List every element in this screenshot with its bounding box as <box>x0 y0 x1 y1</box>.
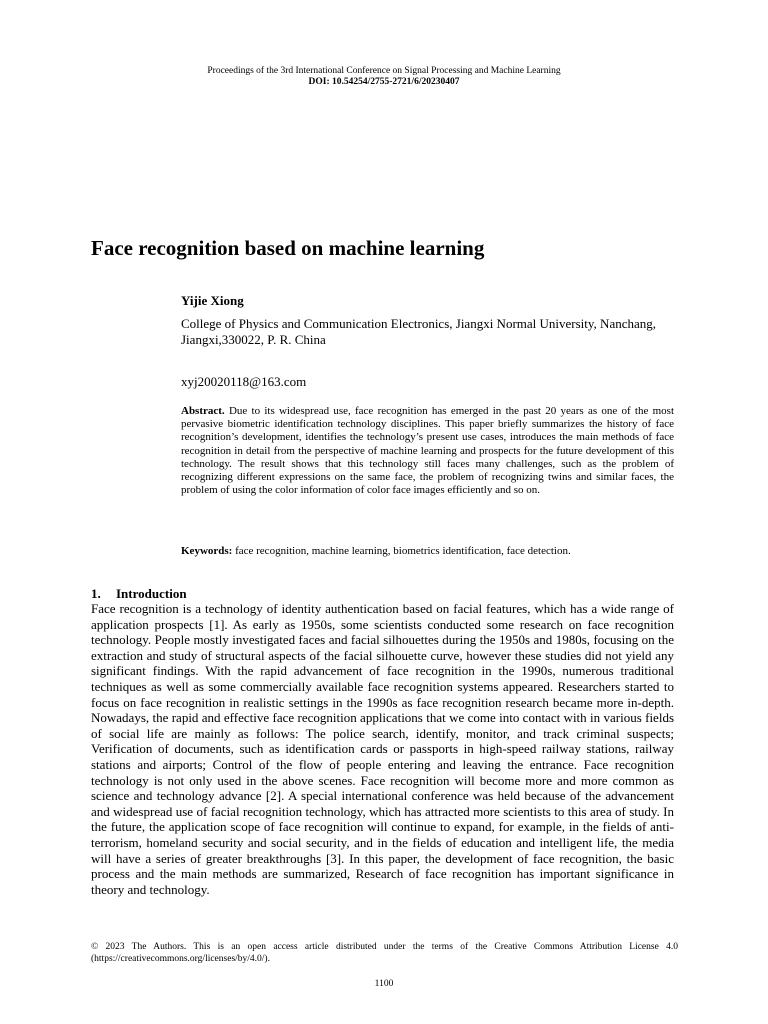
section-heading-introduction <box>91 586 187 602</box>
keywords-text: face recognition, machine learning, biometrics identification, face detection. <box>235 545 571 557</box>
page-number: 1100 <box>374 979 394 989</box>
license-footnote: © 2023 The Authors. This is an open access article distributed under the terms of the Creative Commons Attribution License 4.0 (https://creativecommons.org/licenses/by/4.0/). <box>91 942 678 964</box>
section-title: Introduction <box>116 586 187 601</box>
introduction-body: Face recognition is a technology of identity authentication based on facial features, which has a wide range of application prospects [1]. As early as 1950s, some scientists conducted some research on face recognition technology. People mostly investigated faces and facial silhouettes during the 1950s and 1980s, focusing on the extraction and study of structural aspects of the facial silhouette curve, however these studies did not yield any significant findings. With the rapid advancement of face recognition in the 1990s, numerous traditional techniques as well as some commercially available face recognition systems appeared. Researchers started to focus on face recognition in realistic settings in the 1990s as face recognition research became more in-depth. Nowadays, the rapid and effective face recognition applications that we come into contact with in various fields of social life are mainly as follows: The police search, identify, monitor, and track criminal suspects; Verification of documents, such as identification cards or passports in high-speed railway stations, railway stations and airports; Control of the flow of people entering and leaving the entrance. Face recognition technology is not only used in the above scenes. Face recognition will become more and more common as science and technology advance [2]. A special international conference was held because of the advancement and widespread use of facial recognition technology, which has attracted more scientists to this area of study. In the future, the application scope of face recognition will continue to expand, for example, in the fields of anti-terrorism, homeland security and social security, and in the fields of education and intelligent life, the media will have a series of greater breakthroughs [3]. In this paper, the development of face recognition, the basic process and the main methods are summarized, Research of face recognition has important significance in theory and technology. <box>91 601 674 897</box>
proceedings-line: Proceedings of the 3rd International Conference on Signal Processing and Machine Learning <box>207 66 561 76</box>
doi-line[interactable]: DOI: 10.54254/2755-2721/6/20230407 <box>308 77 460 87</box>
abstract-text: Due to its widespread use, face recognition has emerged in the past 20 years as one of the most pervasive biometric identification technology disciplines. This paper briefly summarizes the history of face recognition’s development, identifies the technology’s present use cases, introduces the main methods of face recognition in detail from the perspective of machine learning and prospects for the future development of this technology. The result shows that this technology still faces many challenges, such as the problem of recognizing different expressions on the same face, the problem of recognizing twins and similar faces, the problem of using the color information of color face images efficiently and so on. <box>181 405 675 497</box>
author-name: Yijie Xiong <box>181 293 244 308</box>
keywords <box>181 545 674 558</box>
paper-title: Face recognition based on machine learning <box>91 236 485 260</box>
author-email[interactable]: xyj20020118@163.com <box>181 374 307 389</box>
section-number: 1. <box>91 586 101 601</box>
running-header <box>0 66 768 88</box>
abstract-label: Abstract. <box>181 405 225 417</box>
author-affiliation: College of Physics and Communication Electronics, Jiangxi Normal University, Nanchang, Jiangxi,330022, P. R. China <box>181 316 657 347</box>
abstract <box>181 405 674 497</box>
keywords-label: Keywords: <box>181 545 233 557</box>
